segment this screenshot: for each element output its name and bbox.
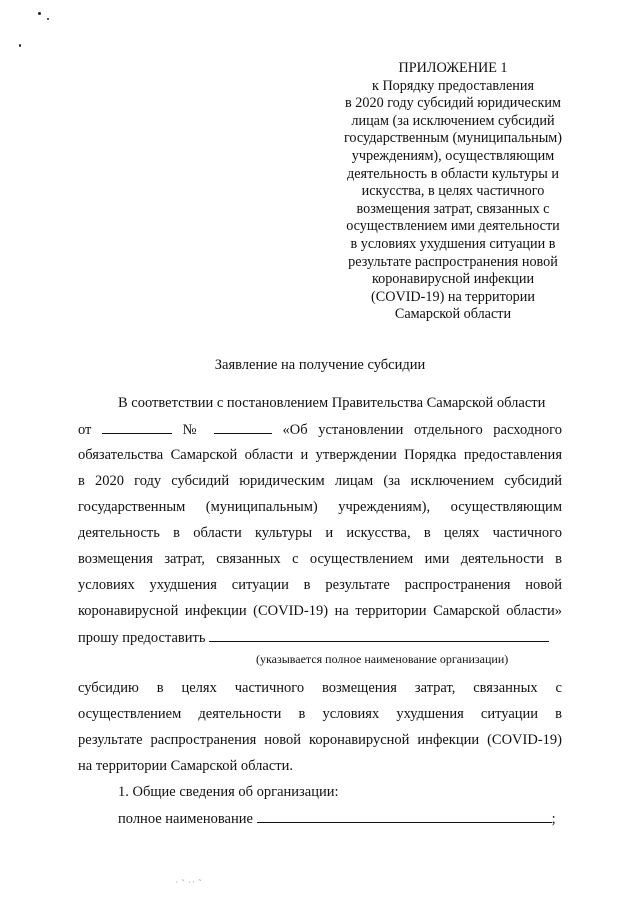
appendix-line: ПРИЛОЖЕНИЕ 1 [398, 60, 508, 76]
appendix-line: лицам (за исключением субсидий [351, 112, 555, 129]
full-name-blank [257, 809, 552, 823]
appendix-line: (COVID-19) на территории [371, 288, 535, 305]
body-line: условиях ухудшения ситуации в результате распространения новой [78, 577, 562, 593]
date-blank [102, 420, 172, 434]
section-heading: 1. Общие сведения об организации: [118, 784, 339, 800]
full-name-line [118, 809, 562, 828]
body-line: обязательства Самарской области и утверждении Порядка предоставления [78, 447, 562, 463]
full-name-terminator: ; [551, 811, 556, 827]
from-label: от [78, 422, 92, 438]
appendix-line: в 2020 году субсидий юридическим [345, 95, 561, 112]
body-line: В соответствии с постановлением Правительства Самарской области [118, 395, 546, 411]
body-line: возмещения затрат, связанных с осуществлением ими деятельности в [78, 551, 562, 567]
body-line: государственным (муниципальным) учреждениям), осуществляющим [78, 499, 562, 515]
number-blank [214, 420, 272, 434]
body-line: деятельность в области культуры и искусства, в целях частичного [78, 525, 562, 541]
body-line: в 2020 году субсидий юридическим лицам (за исключением субсидий [78, 473, 562, 489]
number-sign: № [182, 422, 204, 438]
organization-name-blank [209, 628, 549, 642]
decree-title-start: «Об установлении отдельного расходного [282, 422, 562, 438]
appendix-line: результате распространения новой [348, 253, 558, 270]
body-line: коронавирусной инфекции (COVID-19) на территории Самарской области» [78, 603, 562, 619]
appendix-line: Самарской области [394, 306, 512, 323]
scan-speck [19, 44, 21, 47]
request-label: прошу предоставить [78, 630, 206, 646]
appendix-line: в условиях ухудшения ситуации в [350, 235, 556, 252]
appendix-line: государственным (муниципальным) [343, 130, 563, 147]
appendix-header [318, 60, 588, 324]
full-name-label: полное наименование [118, 811, 253, 827]
body-line: на территории Самарской области. [78, 758, 293, 774]
body-line: осуществлением деятельности в условиях ухудшения ситуации в [78, 706, 562, 722]
appendix-line: коронавирусной инфекции [371, 271, 535, 288]
body-line: субсидию в целях частичного возмещения затрат, связанных с [78, 680, 562, 696]
request-line [78, 628, 562, 647]
scan-marks: · ˜ ·· ˜ [175, 878, 203, 887]
appendix-line: учреждениям), осуществляющим [351, 147, 555, 164]
scan-speck [47, 18, 49, 20]
organization-name-caption: (указывается полное наименование организации) [256, 652, 509, 666]
appendix-line: возмещения затрат, связанных с [356, 200, 550, 217]
scan-speck [38, 12, 41, 15]
body-line: результате распространения новой коронавирусной инфекции (COVID-19) [78, 732, 562, 748]
appendix-line: деятельность в области культуры и [347, 165, 559, 182]
appendix-line: искусства, в целях частичного [361, 183, 545, 200]
appendix-line: осуществлением ими деятельности [346, 218, 560, 235]
document-title: Заявление на получение субсидии [214, 357, 426, 373]
appendix-line: к Порядку предоставления [372, 77, 534, 94]
body-line-decree-ref [78, 420, 562, 439]
